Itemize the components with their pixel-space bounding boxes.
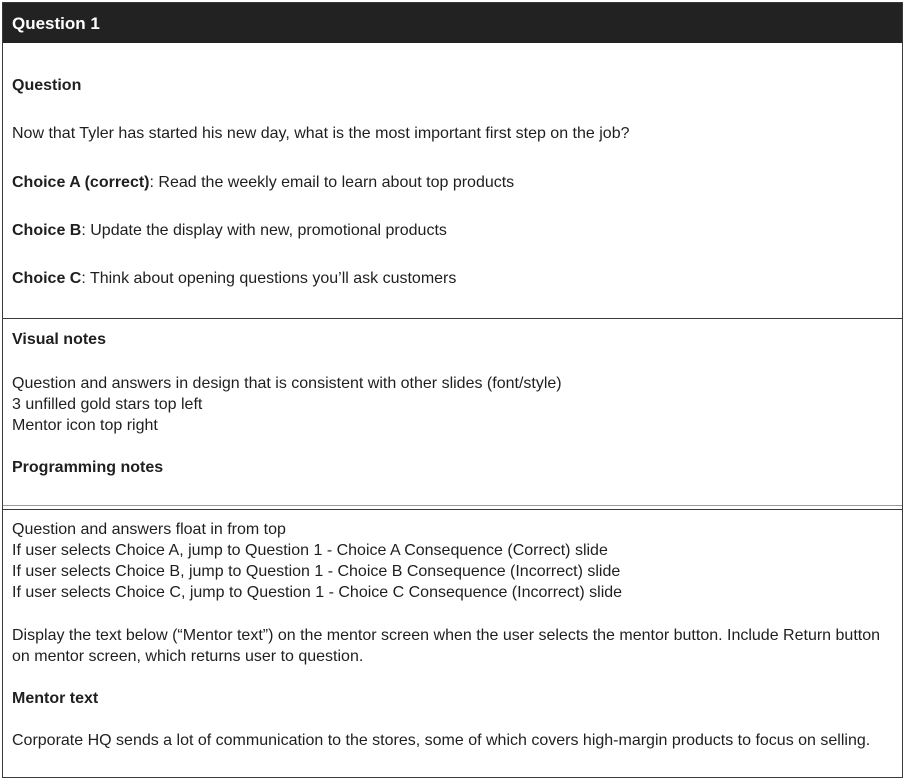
question-section: [3, 43, 902, 319]
choice-b: [12, 220, 447, 241]
visual-note-line: 3 unfilled gold stars top left: [12, 396, 203, 413]
visual-note-line: Question and answers in design that is consistent with other slides (font/style): [12, 375, 562, 392]
page-title: Question 1: [3, 3, 902, 43]
storyboard-table: [2, 2, 903, 778]
programming-note-line: If user selects Choice A, jump to Question 1 - Choice A Consequence (Correct) slide: [12, 542, 608, 559]
mentor-instruction: Display the text below (“Mentor text”) on the mentor screen when the user selects the mentor button. Include Return button on mentor screen, which returns user to question.: [12, 627, 880, 665]
choice-c-text: Think about opening questions you’ll ask customers: [85, 270, 457, 287]
choice-b-text: Update the display with new, promotional products: [85, 222, 447, 239]
question-text: Now that Tyler has started his new day, what is the most important first step on the job?: [12, 125, 630, 142]
choice-b-label: Choice B: [12, 222, 82, 239]
choice-a-label: Choice A (correct): [12, 174, 150, 191]
visual-notes-heading: Visual notes: [12, 331, 106, 348]
choice-c-label: Choice C: [12, 270, 82, 287]
programming-notes-section: [3, 509, 902, 777]
visual-notes-section: [3, 319, 902, 506]
programming-note-line: Question and answers float in from top: [12, 521, 286, 538]
choice-a-text: Read the weekly email to learn about top products: [153, 174, 515, 191]
visual-note-line: Mentor icon top right: [12, 417, 158, 434]
choice-c-separator: :: [81, 270, 86, 287]
choice-c: [12, 268, 456, 289]
question-heading: Question: [12, 77, 82, 94]
mentor-text-heading: Mentor text: [12, 690, 99, 707]
choice-a: [12, 172, 514, 193]
choice-a-separator: :: [149, 174, 154, 191]
programming-note-line: If user selects Choice B, jump to Question 1 - Choice B Consequence (Incorrect) slide: [12, 563, 621, 580]
choice-b-separator: :: [81, 222, 86, 239]
programming-notes-heading: Programming notes: [12, 459, 164, 476]
mentor-text: Corporate HQ sends a lot of communication to the stores, some of which covers high-margin products to focus on selling.: [12, 732, 871, 749]
programming-note-line: If user selects Choice C, jump to Question 1 - Choice C Consequence (Incorrect) slide: [12, 584, 623, 601]
